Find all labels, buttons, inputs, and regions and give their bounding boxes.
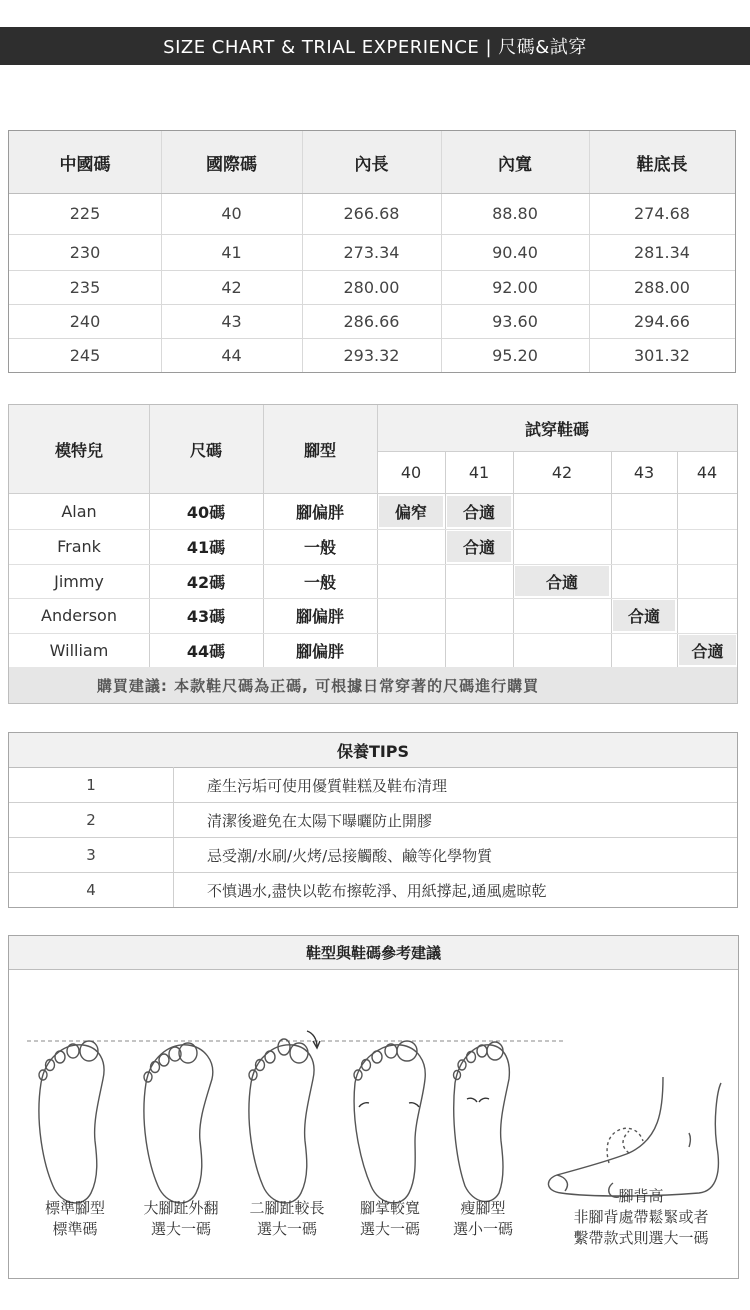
standard-foot-icon <box>39 1041 104 1203</box>
model-foot-type: 一般 <box>303 538 336 557</box>
trial-size-41: 41 <box>468 462 490 482</box>
instep-line-3: 繫帶款式則選大一碼 <box>573 1229 709 1247</box>
foot-caption <box>441 1198 525 1240</box>
table-cell: 235 <box>69 277 101 297</box>
foot-advice-label: 選大一碼 <box>359 1220 420 1238</box>
table-cell: 281.34 <box>634 242 690 262</box>
model-name: Alan <box>61 501 97 521</box>
table-cell: 40 <box>221 204 242 223</box>
table-cell: 230 <box>69 242 101 262</box>
table-cell: 301.32 <box>634 345 690 365</box>
trial-size-44: 44 <box>696 462 718 482</box>
tip-number: 3 <box>86 846 96 864</box>
foot-guide-title: 鞋型與鞋碼參考建議 <box>9 936 738 970</box>
page-banner <box>0 27 750 65</box>
foot-advice-label: 選大一碼 <box>256 1220 317 1238</box>
foot-type-label: 大腳趾外翻 <box>143 1199 219 1217</box>
model-size: 40碼 <box>186 502 226 522</box>
model-size: 43碼 <box>186 607 226 626</box>
model-name: Anderson <box>41 606 117 625</box>
header-trial-size: 試穿鞋碼 <box>524 419 589 439</box>
table-cell: 44 <box>221 345 242 365</box>
trial-size-42: 42 <box>551 462 573 482</box>
model-name: Frank <box>57 537 101 556</box>
slim-foot-icon <box>454 1042 510 1201</box>
model-name: Jimmy <box>54 571 104 591</box>
size-chart-table <box>8 130 736 373</box>
instep-caption <box>555 1186 727 1249</box>
wide-foot-icon <box>354 1041 425 1203</box>
model-foot-type: 一般 <box>303 572 336 592</box>
foot-type-label: 瘦腳型 <box>460 1199 506 1217</box>
header-foot-type: 腳型 <box>303 440 336 460</box>
foot-advice-label: 選大一碼 <box>150 1220 211 1238</box>
foot-type-guide <box>8 935 739 1279</box>
model-size: 42碼 <box>186 572 226 592</box>
foot-caption <box>345 1198 435 1240</box>
table-cell: 274.68 <box>634 204 690 223</box>
model-foot-type: 腳偏胖 <box>295 607 344 626</box>
table-cell: 273.34 <box>343 242 400 262</box>
model-size: 41碼 <box>186 538 226 557</box>
care-tips-title: 保養TIPS <box>9 733 737 767</box>
foot-caption <box>237 1198 337 1240</box>
foot-type-label: 標準腳型 <box>44 1199 105 1217</box>
fit-result-good: 合適 <box>679 635 736 665</box>
fit-result-good: 合適 <box>447 531 511 562</box>
long-second-toe-foot-icon <box>249 1031 320 1203</box>
foot-type-label: 二腳趾較長 <box>249 1199 325 1217</box>
high-instep-foot-icon <box>548 1077 721 1197</box>
tip-number: 4 <box>86 881 96 899</box>
tip-text: 清潔後避免在太陽下曝曬防止開膠 <box>207 811 433 830</box>
model-name: William <box>49 640 109 660</box>
table-cell: 43 <box>221 311 242 331</box>
header-china-size: 中國碼 <box>59 154 111 175</box>
banner-title: SIZE CHART & TRIAL EXPERIENCE | 尺碼&試穿 <box>163 37 587 58</box>
table-cell: 240 <box>69 311 101 331</box>
tip-number: 2 <box>86 811 96 829</box>
table-cell: 293.32 <box>343 345 400 365</box>
table-cell: 245 <box>69 345 101 365</box>
table-cell: 280.00 <box>343 277 400 297</box>
table-cell: 42 <box>221 277 242 297</box>
header-intl-size: 國際碼 <box>206 154 257 175</box>
trial-size-40: 40 <box>400 462 422 482</box>
table-cell: 92.00 <box>492 277 538 297</box>
table-cell: 225 <box>69 204 101 223</box>
header-inner-length: 內長 <box>354 154 389 175</box>
table-cell: 90.40 <box>492 242 538 262</box>
fit-result-good: 合適 <box>613 600 675 631</box>
foot-advice-label: 標準碼 <box>52 1220 98 1238</box>
table-cell: 294.66 <box>634 311 690 331</box>
model-foot-type: 腳偏胖 <box>295 641 344 661</box>
foot-caption <box>131 1198 231 1240</box>
fit-result-good: 合適 <box>447 496 511 527</box>
tip-text: 忌受潮/水刷/火烤/忌接觸酸、鹼等化學物質 <box>207 846 493 865</box>
tip-number: 1 <box>86 776 96 794</box>
foot-type-label: 腳掌較寬 <box>359 1199 420 1217</box>
table-cell: 288.00 <box>634 277 690 297</box>
header-size: 尺碼 <box>189 440 222 460</box>
tip-text: 不慎遇水,盡快以乾布擦乾淨、用紙撐起,通風處晾乾 <box>207 881 547 900</box>
care-tips-table <box>8 732 738 908</box>
header-sole-length: 鞋底長 <box>636 154 688 175</box>
table-cell: 266.68 <box>343 204 400 223</box>
bunion-foot-icon <box>144 1043 213 1203</box>
table-cell: 286.66 <box>343 311 400 331</box>
header-model: 模特兒 <box>54 440 103 460</box>
model-size: 44碼 <box>186 641 226 661</box>
purchase-advice: 購買建議: 本款鞋尺碼為正碼, 可根據日常穿著的尺碼進行購買 <box>9 667 737 703</box>
model-foot-type: 腳偏胖 <box>295 502 344 522</box>
table-cell: 88.80 <box>492 204 538 223</box>
table-cell: 95.20 <box>492 345 538 365</box>
instep-line-1: 腳背高 <box>618 1187 664 1205</box>
trial-size-43: 43 <box>633 462 655 482</box>
header-inner-width: 內寬 <box>498 154 532 175</box>
trial-fit-table <box>8 404 738 704</box>
table-cell: 41 <box>221 242 242 262</box>
instep-line-2: 非腳背處帶鬆緊或者 <box>573 1208 709 1226</box>
foot-caption <box>33 1198 117 1240</box>
fit-result-narrow: 偏窄 <box>379 496 443 527</box>
fit-result-good: 合適 <box>515 566 609 596</box>
table-cell: 93.60 <box>492 311 538 331</box>
tip-text: 產生污垢可使用優質鞋糕及鞋布清理 <box>207 776 448 795</box>
foot-advice-label: 選小一碼 <box>452 1220 513 1238</box>
